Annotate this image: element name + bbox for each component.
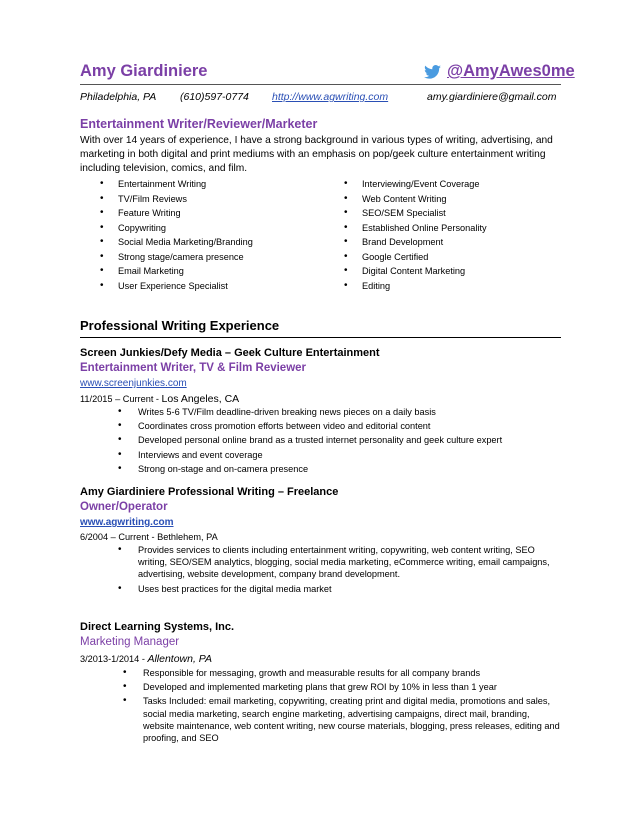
- job-bullet: • Provides services to clients including entertainment writing, copywriting, web content writing, SEO writing, SEO/SEM analytics, blogging, social media marketing, eCommerce writing, email campaigns, advertising, website development, company brand development.: [138, 544, 563, 581]
- job-dates: [80, 653, 212, 665]
- skills-left-list: [118, 177, 253, 293]
- job-dates: 6/2004 – Current - Bethlehem, PA: [80, 532, 218, 542]
- summary-text: With over 14 years of experience, I have a strong background in various types of writing, advertising, and marketing in both digital and print mediums with an emphasis on pop/geek culture entertainment writing including television, comics, and film.: [80, 135, 553, 174]
- skill-item: • Social Media Marketing/Branding: [118, 235, 253, 250]
- job-bullet: • Writes 5-6 TV/Film deadline-driven breaking news pieces on a daily basis: [138, 406, 563, 418]
- applicant-name: Amy Giardiniere: [80, 62, 208, 80]
- job-location: Allentown, PA: [147, 653, 213, 665]
- skill-item: • Google Certified: [362, 250, 487, 265]
- contact-website-link[interactable]: http://www.agwriting.com: [272, 91, 389, 103]
- job-location: Los Angeles, CA: [161, 393, 240, 405]
- experience-divider: [80, 337, 561, 338]
- job-bullets: [143, 667, 563, 746]
- experience-section-title: Professional Writing Experience: [80, 318, 280, 333]
- job-bullet: • Coordinates cross promotion efforts between video and editorial content: [138, 420, 563, 432]
- job-bullets: [138, 406, 563, 477]
- job-role: Marketing Manager: [80, 636, 180, 648]
- job-bullet: • Interviews and event coverage: [138, 449, 563, 461]
- contact-phone: (610)597-0774: [180, 91, 249, 103]
- job-bullets: [138, 544, 563, 597]
- job-bullet: • Developed and implemented marketing plans that grew ROI by 10% in less than 1 year: [143, 681, 563, 693]
- contact-email: amy.giardiniere@gmail.com: [427, 91, 557, 103]
- job-bullet: • Uses best practices for the digital media market: [138, 583, 563, 595]
- job-date-range: 11/2015 – Current -: [80, 394, 162, 404]
- twitter-block: [424, 62, 575, 81]
- job-company: Amy Giardiniere Professional Writing – Freelance: [80, 486, 339, 498]
- skill-item: • Feature Writing: [118, 206, 253, 221]
- skill-item: • Interviewing/Event Coverage: [362, 177, 487, 192]
- skill-item: • Email Marketing: [118, 264, 253, 279]
- skill-item: • SEO/SEM Specialist: [362, 206, 487, 221]
- job-bullet: • Responsible for messaging, growth and measurable results for all company brands: [143, 667, 563, 679]
- job-company: Direct Learning Systems, Inc.: [80, 621, 235, 633]
- skill-item: • Copywriting: [118, 221, 253, 236]
- job-website-link[interactable]: www.screenjunkies.com: [80, 378, 187, 389]
- job-role: Entertainment Writer, TV & Film Reviewer: [80, 362, 307, 374]
- job-role: Owner/Operator: [80, 501, 168, 513]
- skill-item: • Brand Development: [362, 235, 487, 250]
- skill-item: • TV/Film Reviews: [118, 192, 253, 207]
- skill-item: • Strong stage/camera presence: [118, 250, 253, 265]
- twitter-handle-link[interactable]: @AmyAwes0me: [447, 62, 575, 80]
- job-bullet: • Tasks Included: email marketing, copywriting, creating print and digital media, promotions and sales, social media marketing, search engine marketing, advertising campaigns, direct mail, branding, website maintenance, web content writing, new course materials, blogging, press releases, editing and proofing, and SEO: [143, 695, 563, 744]
- contact-city: Philadelphia, PA: [80, 91, 157, 103]
- twitter-bird-icon: [424, 65, 441, 79]
- job-bullet: • Developed personal online brand as a trusted internet personality and geek culture expert: [138, 434, 563, 446]
- job-date-range: 3/2013-1/2014 -: [80, 654, 148, 664]
- job-website-link[interactable]: www.agwriting.com: [80, 517, 174, 528]
- skill-item: • Entertainment Writing: [118, 177, 253, 192]
- header-divider: [80, 84, 561, 85]
- summary-title: Entertainment Writer/Reviewer/Marketer: [80, 117, 318, 131]
- job-dates: [80, 393, 239, 405]
- job-company: Screen Junkies/Defy Media – Geek Culture Entertainment: [80, 347, 380, 359]
- skill-item: • User Experience Specialist: [118, 279, 253, 294]
- skill-item: • Editing: [362, 279, 487, 294]
- skill-item: • Web Content Writing: [362, 192, 487, 207]
- skill-item: • Established Online Personality: [362, 221, 487, 236]
- job-bullet: • Strong on-stage and on-camera presence: [138, 463, 563, 475]
- skill-item: • Digital Content Marketing: [362, 264, 487, 279]
- skills-right-list: [362, 177, 487, 293]
